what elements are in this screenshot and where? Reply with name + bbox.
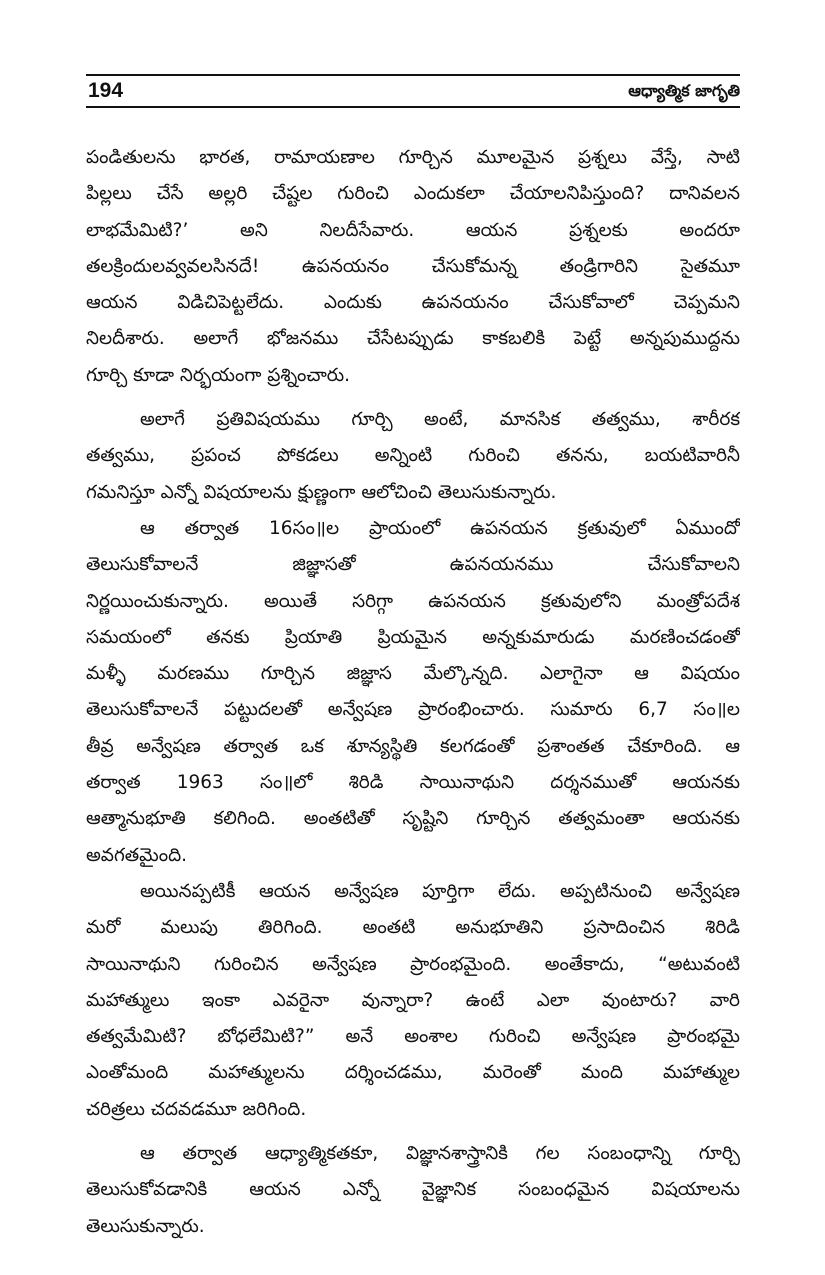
paragraph	[86, 402, 740, 511]
page-number: 194	[88, 79, 124, 102]
text-line: తెలుసుకోవడానికి ఆయన ఎన్నో వైజ్ఞానిక సంబంధమైన విషయాలను	[86, 1179, 740, 1201]
paragraph	[86, 140, 740, 394]
text-line: ఎంతోమంది మహాత్ములను దర్శించడము, మరెంతో మంది మహాత్ముల	[86, 1062, 740, 1084]
page-header	[86, 74, 740, 109]
text-line: తెలుసుకున్నారు.	[86, 1215, 205, 1237]
text-line: ఆ తర్వాత ఆధ్యాత్మికతకూ, విజ్ఞానశాస్త్రానికి గల సంబంధాన్ని గూర్చి	[140, 1143, 740, 1165]
text-line: సమయంలో తనకు ప్రియాతి ప్రియమైన అన్నకుమారుడు మరణించడంతో	[86, 626, 740, 648]
text-line: ఆ తర్వాత 16సం॥ల ప్రాయంలో ఉపనయన క్రతువులో ఏముందో	[140, 517, 740, 539]
text-line: మళ్ళీ మరణము గూర్చిన జిజ్ఞాస మేల్కొన్నది. ఎలాగైనా ఆ విషయం	[86, 663, 740, 685]
text-line: గూర్చి కూడా నిర్భయంగా ప్రశ్నించారు.	[86, 364, 351, 386]
paragraph	[86, 1136, 740, 1245]
text-line: పండితులను భారత, రామాయణాల గూర్చిన మూలమైన ప్రశ్నలు వేస్తే, సాటి	[86, 147, 740, 168]
text-line: తెలుసుకోవాలనే పట్టుదలతో అన్వేషణ ప్రారంభించారు. సుమారు 6,7 సం॥ల	[86, 699, 740, 721]
text-line: అవగతమైంది.	[86, 844, 188, 866]
text-line: చరిత్రలు చదవడమూ జరిగింది.	[86, 1098, 307, 1120]
text-line: నిలదీశారు. అలాగే భోజనము చేసేటప్పుడు కాకబలికి పెట్టే అన్నపుముద్దను	[86, 328, 740, 350]
header-bottom-rule	[86, 106, 740, 108]
text-line: పిల్లలు చేసే అల్లరి చేష్టల గురించి ఎందుకలా చేయాలనిపిస్తుంది? దానివలన	[86, 183, 740, 205]
paragraph	[86, 511, 740, 874]
text-line: మహాత్ములు ఇంకా ఎవరైనా వున్నారా? ఉంటే ఎలా వుంటారు? వారి	[86, 989, 740, 1011]
text-line: తర్వాత 1963 సం॥లో శిరిడి సాయినాథుని దర్శనముతో ఆయనకు	[86, 772, 740, 794]
text-line: తీవ్ర అన్వేషణ తర్వాత ఒక శూన్యస్థితి కలగడంతో ప్రశాంతత చేకూరింది. ఆ	[86, 735, 740, 757]
running-title: ఆధ్యాత్మిక జాగృతి	[628, 81, 740, 100]
header-top-rule	[86, 74, 740, 76]
text-line: అయినప్పటికీ ఆయన అన్వేషణ పూర్తిగా లేదు. అప్పటినుంచి అన్వేషణ	[140, 880, 740, 902]
text-line: లాభమేమిటి?’ అని నిలదీసేవారు. ఆయన ప్రశ్నలకు అందరూ	[86, 219, 740, 241]
text-line: తలక్రిందులవ్వవలసినదే! ఉపనయనం చేసుకోమన్న తండ్రిగారిని సైతమూ	[86, 255, 740, 277]
text-line: తత్వము, ప్రపంచ పోకడలు అన్నింటి గురించి తనను, బయటివారినీ	[86, 445, 740, 467]
text-line: మరో మలుపు తిరిగింది. అంతటి అనుభూతిని ప్రసాదించిన శిరిడి	[86, 917, 740, 939]
text-line: తెలుసుకోవాలనే జిజ్ఞాసతో ఉపనయనము చేసుకోవాలని	[86, 554, 740, 576]
text-line: తత్వమేమిటి? బోధలేమిటి?” అనే అంశాల గురించి అన్వేషణ ప్రారంభమై	[86, 1026, 740, 1048]
text-line: ఆయన విడిచిపెట్టలేదు. ఎందుకు ఉపనయనం చేసుకోవాలో చెప్పమని	[86, 292, 740, 314]
body-text	[86, 140, 740, 1245]
text-line: నిర్ణయించుకున్నారు. అయితే సరిగ్గా ఉపనయన క్రతువులోని మంత్రోపదేశ	[86, 590, 740, 612]
text-line: ఆత్మానుభూతి కలిగింది. అంతటితో సృష్టిని గూర్చిన తత్వమంతా ఆయనకు	[86, 808, 740, 830]
paragraph	[86, 874, 740, 1128]
text-line: గమనిస్తూ ఎన్నో విషయాలను క్షుణ్ణంగా ఆలోచించి తెలుసుకున్నారు.	[86, 481, 557, 503]
text-line: అలాగే ప్రతివిషయము గూర్చి అంటే, మానసిక తత్వము, శారీరక	[140, 409, 740, 431]
text-line: సాయినాథుని గురించిన అన్వేషణ ప్రారంభమైంది. అంతేకాదు, “అటువంటి	[86, 953, 740, 975]
